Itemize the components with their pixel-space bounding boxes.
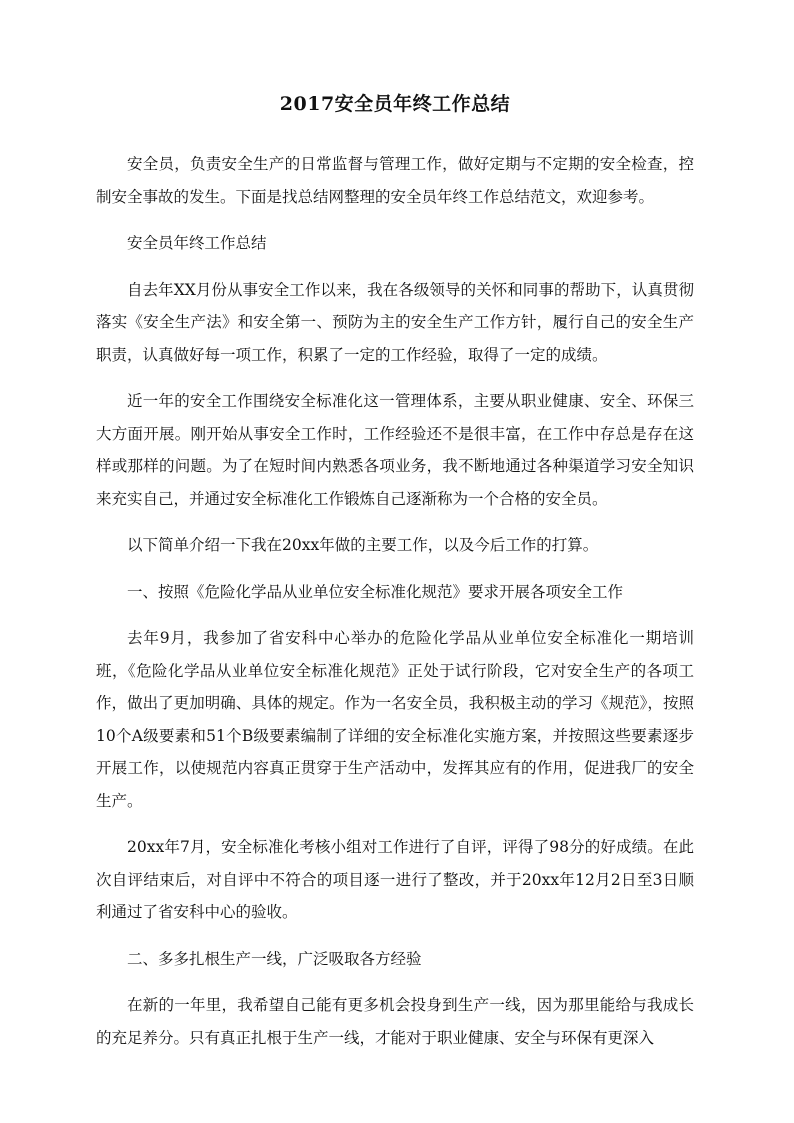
work-overview-paragraph: 以下简单介绍一下我在20xx年做的主要工作，以及今后工作的打算。 — [127, 536, 599, 554]
work-start-paragraph: 自去年XX月份从事安全工作以来，我在各级领导的关怀和同事的帮助下，认真贯彻落实《安全生产法》和安全第一、预防为主的安全生产工作方针，履行自己的安全生产职责，认真做好每一项工作，积累了一定的工作经验，取得了一定的成绩。 — [96, 280, 694, 364]
training-paragraph: 去年9月，我参加了省安科中心举办的危险化学品从业单位安全标准化一期培训班，《危险化学品从业单位安全标准化规范》正处于试行阶段，它对安全生产的各项工作，做出了更加明确、具体的规定。作为一名安全员，我积极主动的学习《规范》，按照10个A级要素和51个B级要素编制了详细的安全标准化实施方案，并按照这些要素逐步开展工作，以使规范内容真正贯穿于生产活动中，发挥其应有的作用，促进我厂的安全生产。 — [96, 629, 694, 810]
section-heading-two: 二、多多扎根生产一线，广泛吸取各方经验 — [127, 949, 422, 968]
section-heading-summary: 安全员年终工作总结 — [127, 234, 267, 252]
standardization-overview-paragraph: 近一年的安全工作围绕安全标准化这一管理体系，主要从职业健康、安全、环保三大方面开展。刚开始从事安全工作时，工作经验还不是很丰富，在工作中存总是存在这样或那样的问题。为了在短时间内熟悉各项业务，我不断地通过各种渠道学习安全知识来充实自己，并通过安全标准化工作锻炼自己逐渐称为一个合格的安全员。 — [96, 392, 694, 508]
section-heading-one: 一、按照《危险化学品从业单位安全标准化规范》要求开展各项安全工作 — [127, 582, 624, 601]
assessment-paragraph: 20xx年7月，安全标准化考核小组对工作进行了自评，评得了98分的好成绩。在此次自评结束后，对自评中不符合的项目逐一进行了整改，并于20xx年12月2日至3日顺利通过了省安科中心的验收。 — [96, 838, 694, 921]
document-body — [96, 90, 694, 1068]
future-plan-paragraph: 在新的一年里，我希望自己能有更多机会投身到生产一线，因为那里能给与我成长的充足养分。只有真正扎根于生产一线，才能对于职业健康、安全与环保有更深入 — [96, 996, 694, 1047]
intro-paragraph: 安全员，负责安全生产的日常监督与管理工作，做好定期与不定期的安全检查，控制安全事故的发生。下面是找总结网整理的安全员年终工作总结范文，欢迎参考。 — [96, 155, 694, 206]
document-title: 2017安全员年终工作总结 — [279, 93, 511, 115]
